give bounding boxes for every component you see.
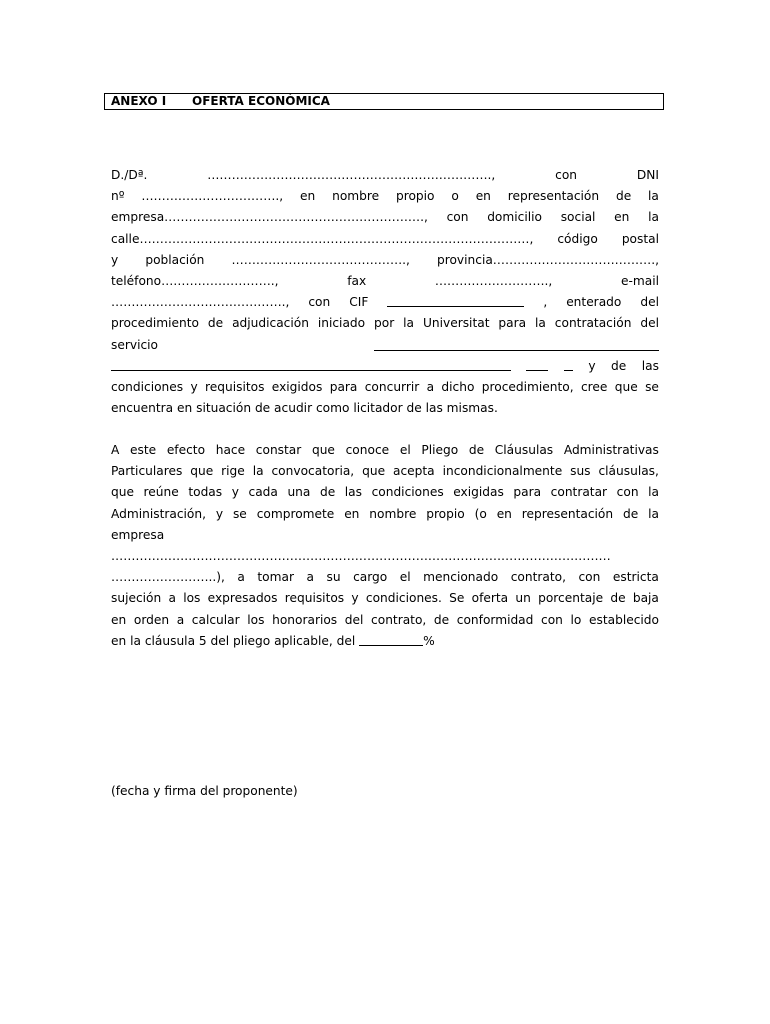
declaration-paragraph [111, 165, 659, 419]
text-line: empresa………………………………………………………., con domicilio social en la [111, 207, 659, 228]
text-line: teléfono………………………., fax ………………………., e-mail [111, 271, 659, 292]
text-line: empresa [111, 527, 165, 542]
text-line: ……………………..), a tomar a su cargo el mencionado contrato, con estricta [111, 570, 659, 585]
text-line: en la cláusula 5 del pliego aplicable, del % [111, 631, 659, 652]
signature-caption: (fecha y firma del proponente) [111, 784, 298, 798]
text-line: ……………………………………., con CIF , enterado del [111, 292, 659, 313]
text-line: en orden a calcular los honorarios del contrato, de conformidad con lo establecido [111, 612, 659, 627]
word: D./Dª. [111, 168, 148, 182]
annex-header-box [104, 93, 664, 110]
text-line: y de las [111, 356, 659, 377]
percent-sign: % [423, 633, 435, 648]
company-dots: empresa………………………………………………………., [111, 210, 428, 225]
service-blank-short [526, 356, 548, 371]
commitment-paragraph [111, 440, 659, 652]
text-line: y población ……………………………………., provincia…………………………………., [111, 250, 659, 271]
text-line: encuentra en situación de acudir como licitador de las mismas. [111, 401, 498, 416]
text-line [111, 165, 659, 186]
text-line: A este efecto hace constar que conoce el Pliego de Cláusulas Administrativas [111, 443, 659, 457]
cif-blank-line [387, 292, 524, 307]
discount-blank-line [359, 631, 423, 646]
text-line: que reúne todas y cada una de las condiciones exigidas para contratar con la [111, 485, 659, 500]
text-line: servicio [111, 335, 659, 356]
dni-dots: ……………………………., [141, 189, 284, 204]
word: DNI [636, 168, 659, 182]
name-dots: ……………………………………………………………., [207, 168, 496, 182]
city-dots: ……………………………………., [231, 252, 410, 267]
street-dots: calle……………………………………………………………………………………, [111, 231, 534, 246]
annex-label: ANEXO I [111, 94, 167, 108]
text-line [111, 546, 659, 567]
phone-dots: teléfono………………………., [111, 273, 279, 288]
service-blank-line [374, 335, 659, 351]
province-dots: provincia…………………………………., [436, 252, 659, 267]
text-line: Particulares que rige la convocatoria, que acepta incondicionalmente sus cláusulas, [111, 464, 659, 479]
text-line: calle……………………………………………………………………………………, código postal [111, 229, 659, 250]
annex-title: OFERTA ECONÓMICA [192, 94, 330, 108]
text-line: condiciones y requisitos exigidos para concurrir a dicho procedimiento, cree que se [111, 379, 659, 394]
text-line: sujeción a los expresados requisitos y condiciones. Se oferta un porcentaje de baja [111, 591, 659, 606]
email-dots: ……………………………………., [111, 295, 290, 310]
text-line: Administración, y se compromete en nombre propio (o en representación de la [111, 506, 659, 521]
fax-dots: ………………………., [434, 273, 553, 288]
text-line: nº ……………………………., en nombre propio o en representación de la [111, 186, 659, 207]
service-blank-line-2 [111, 356, 511, 371]
company-dots: …………………………………………………………………………………………………………… [111, 548, 611, 563]
service-blank-short [564, 356, 573, 371]
word: con [555, 168, 578, 182]
text-line: procedimiento de adjudicación iniciado por la Universitat para la contratación del [111, 316, 659, 331]
